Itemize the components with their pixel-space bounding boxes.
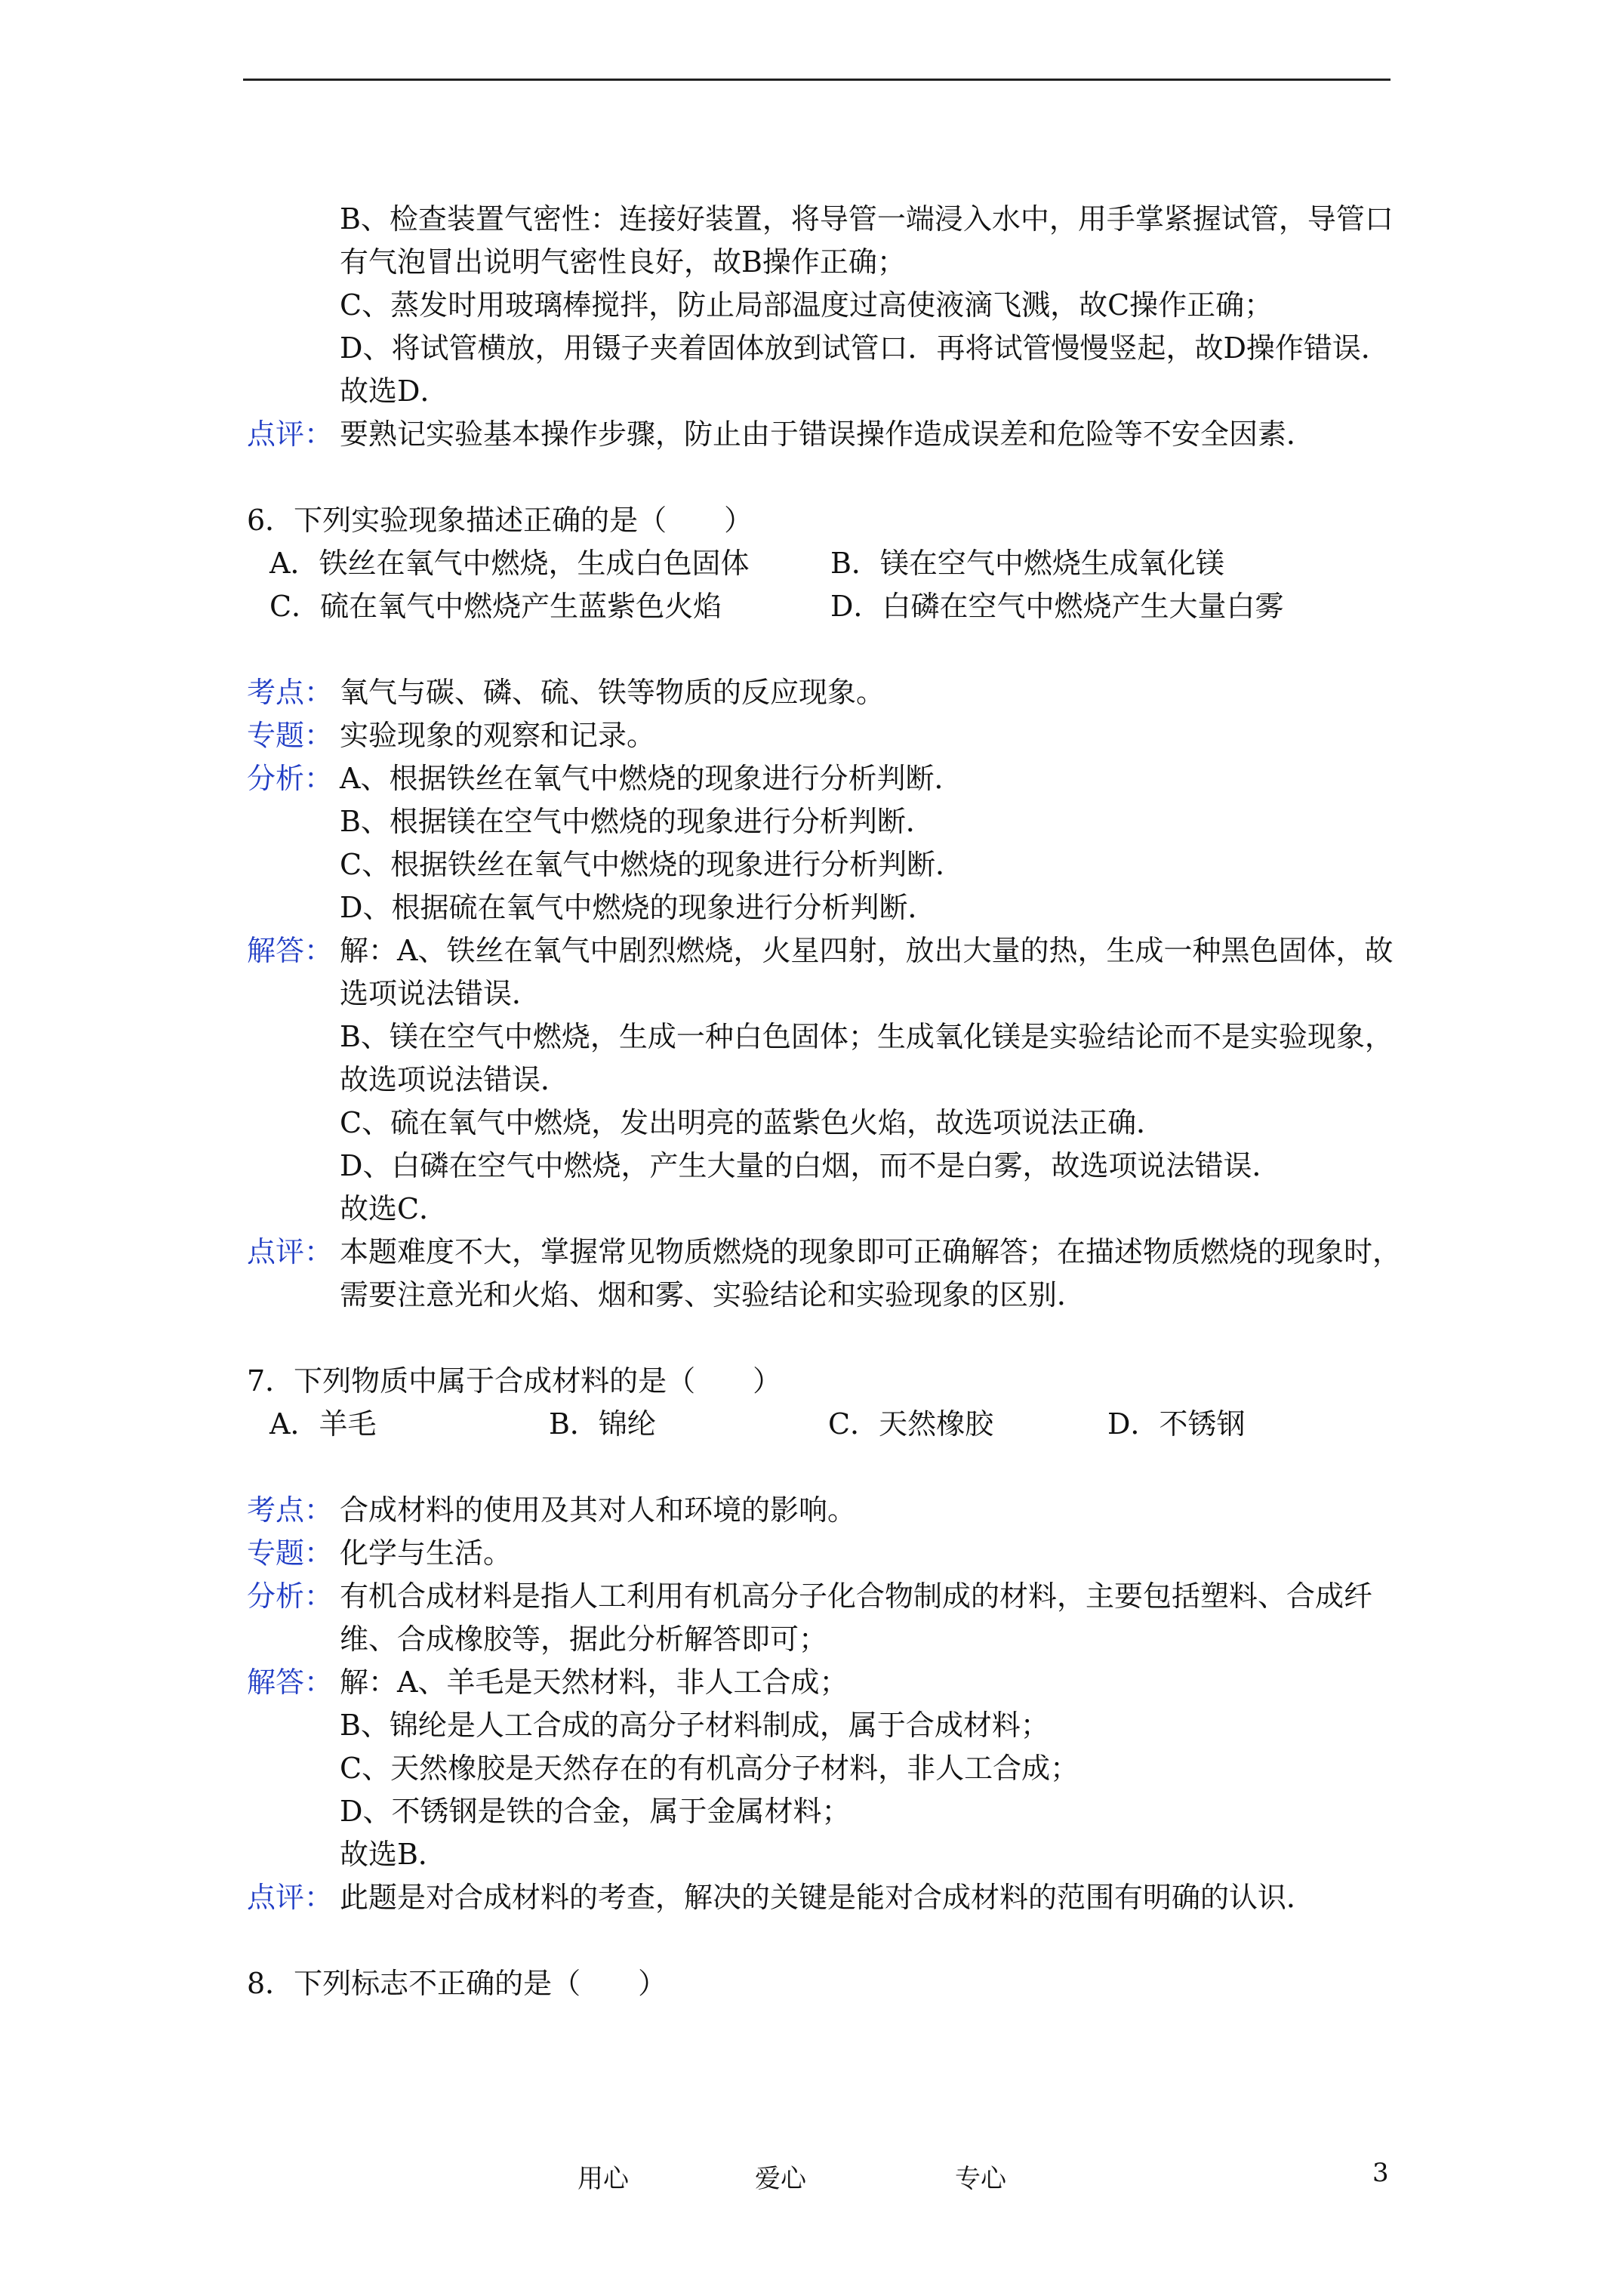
text-line: 此题是对合成材料的考查，解决的关键是能对合成材料的范围有明确的认识． [340, 1881, 1316, 1914]
option-b: B．镁在空气中燃烧生成氧化镁 [830, 547, 1224, 580]
section-label: 考点： [247, 1493, 334, 1527]
text-line: 故选项说法错误． [340, 1063, 570, 1096]
text-line: C、天然橡胶是天然存在的有机高分子材料，非人工合成； [340, 1752, 1079, 1785]
text-line: C、蒸发时用玻璃棒搅拌，防止局部温度过高使液滴飞溅，故C操作正确； [340, 288, 1273, 322]
text-line: C、根据铁丝在氧气中燃烧的现象进行分析判断． [340, 848, 965, 881]
section-label: 解答： [247, 1666, 334, 1699]
text-line: D、将试管横放，用镊子夹着固体放到试管口．再将试管慢慢竖起，故D操作错误． [340, 331, 1390, 365]
section-label: 点评： [247, 418, 334, 451]
question-6-options-row-2 [247, 585, 1409, 628]
text-line: 选项说法错误． [340, 977, 541, 1010]
option-c: C．天然橡胶 [828, 1407, 994, 1441]
header-rule [243, 79, 1390, 81]
section-label: 点评： [247, 1881, 334, 1914]
text-line: D、白磷在空气中燃烧，产生大量的白烟，而不是白雾，故选项说法错误． [340, 1149, 1281, 1182]
q5-answer-continuation [247, 198, 1409, 456]
page-content [247, 198, 1409, 2005]
text-line: B、锦纶是人工合成的高分子材料制成，属于合成材料； [340, 1709, 1049, 1742]
text-line: 故选D． [340, 374, 449, 408]
option-b: B．锦纶 [549, 1407, 656, 1441]
text-line: 维、合成橡胶等，据此分析解答即可； [340, 1623, 828, 1656]
text-line: D、根据硫在氧气中燃烧的现象进行分析判断． [340, 891, 937, 924]
section-label: 分析： [247, 762, 334, 795]
footer-word: 爱心 [755, 2164, 806, 2194]
text-line: A、根据铁丝在氧气中燃烧的现象进行分析判断． [340, 762, 963, 795]
option-c: C．硫在氧气中燃烧产生蓝紫色火焰 [269, 590, 722, 623]
question-7-analysis [247, 1489, 1409, 1919]
question-7-stem: 7．下列物质中属于合成材料的是（ ） [247, 1364, 782, 1398]
text-line: 本题难度不大，掌握常见物质燃烧的现象即可正确解答；在描述物质燃烧的现象时， [340, 1235, 1402, 1268]
text-line: 有气泡冒出说明气密性良好，故B操作正确； [340, 245, 906, 279]
section-label: 分析： [247, 1579, 334, 1613]
text-line: 实验现象的观察和记录。 [340, 719, 656, 752]
comment-text: 要熟记实验基本操作步骤，防止由于错误操作造成误差和危险等不安全因素． [340, 418, 1316, 451]
text-line: 有机合成材料是指人工利用有机高分子化合物制成的材料，主要包括塑料、合成纤 [340, 1579, 1373, 1613]
text-line: 故选C． [340, 1192, 448, 1225]
text-line: 氧气与碳、磷、硫、铁等物质的反应现象。 [340, 676, 885, 709]
question-6-options-row-1 [247, 542, 1409, 585]
option-d: D．白磷在空气中燃烧产生大量白雾 [830, 590, 1284, 623]
text-line: 化学与生活。 [340, 1536, 513, 1570]
text-line: 合成材料的使用及其对人和环境的影响。 [340, 1493, 857, 1527]
question-7-options [247, 1403, 1409, 1446]
question-8-stem: 8．下列标志不正确的是（ ） [247, 1967, 667, 2000]
section-label: 考点： [247, 676, 334, 709]
text-line: 故选B． [340, 1838, 447, 1871]
text-line: 解：A、铁丝在氧气中剧烈燃烧，火星四射，放出大量的热，生成一种黑色固体，故 [340, 934, 1394, 967]
text-line: D、不锈钢是铁的合金，属于金属材料； [340, 1795, 851, 1828]
option-a: A．羊毛 [269, 1407, 377, 1441]
footer-word: 专心 [955, 2164, 1006, 2194]
text-line: B、根据镁在空气中燃烧的现象进行分析判断． [340, 805, 935, 838]
section-label: 专题： [247, 1536, 334, 1570]
footer-word: 用心 [577, 2164, 629, 2194]
option-a: A．铁丝在氧气中燃烧，生成白色固体 [269, 547, 750, 580]
text-line: 需要注意光和火焰、烟和雾、实验结论和实验现象的区别． [340, 1278, 1086, 1311]
text-line: B、镁在空气中燃烧，生成一种白色固体；生成氧化镁是实验结论而不是实验现象， [340, 1020, 1394, 1053]
section-label: 点评： [247, 1235, 334, 1268]
text-line: 解：A、羊毛是天然材料，非人工合成； [340, 1666, 848, 1699]
page-number: 3 [1372, 2158, 1389, 2188]
section-label: 专题： [247, 719, 334, 752]
text-line: B、检查装置气密性：连接好装置，将导管一端浸入水中，用手掌紧握试管，导管口 [340, 202, 1394, 236]
question-6-analysis [247, 671, 1409, 1317]
option-d: D．不锈钢 [1107, 1407, 1246, 1441]
question-6-stem: 6．下列实验现象描述正确的是（ ） [247, 504, 753, 537]
page-footer [0, 2158, 1623, 2203]
section-label: 解答： [247, 934, 334, 967]
text-line: C、硫在氧气中燃烧，发出明亮的蓝紫色火焰，故选项说法正确． [340, 1106, 1166, 1139]
